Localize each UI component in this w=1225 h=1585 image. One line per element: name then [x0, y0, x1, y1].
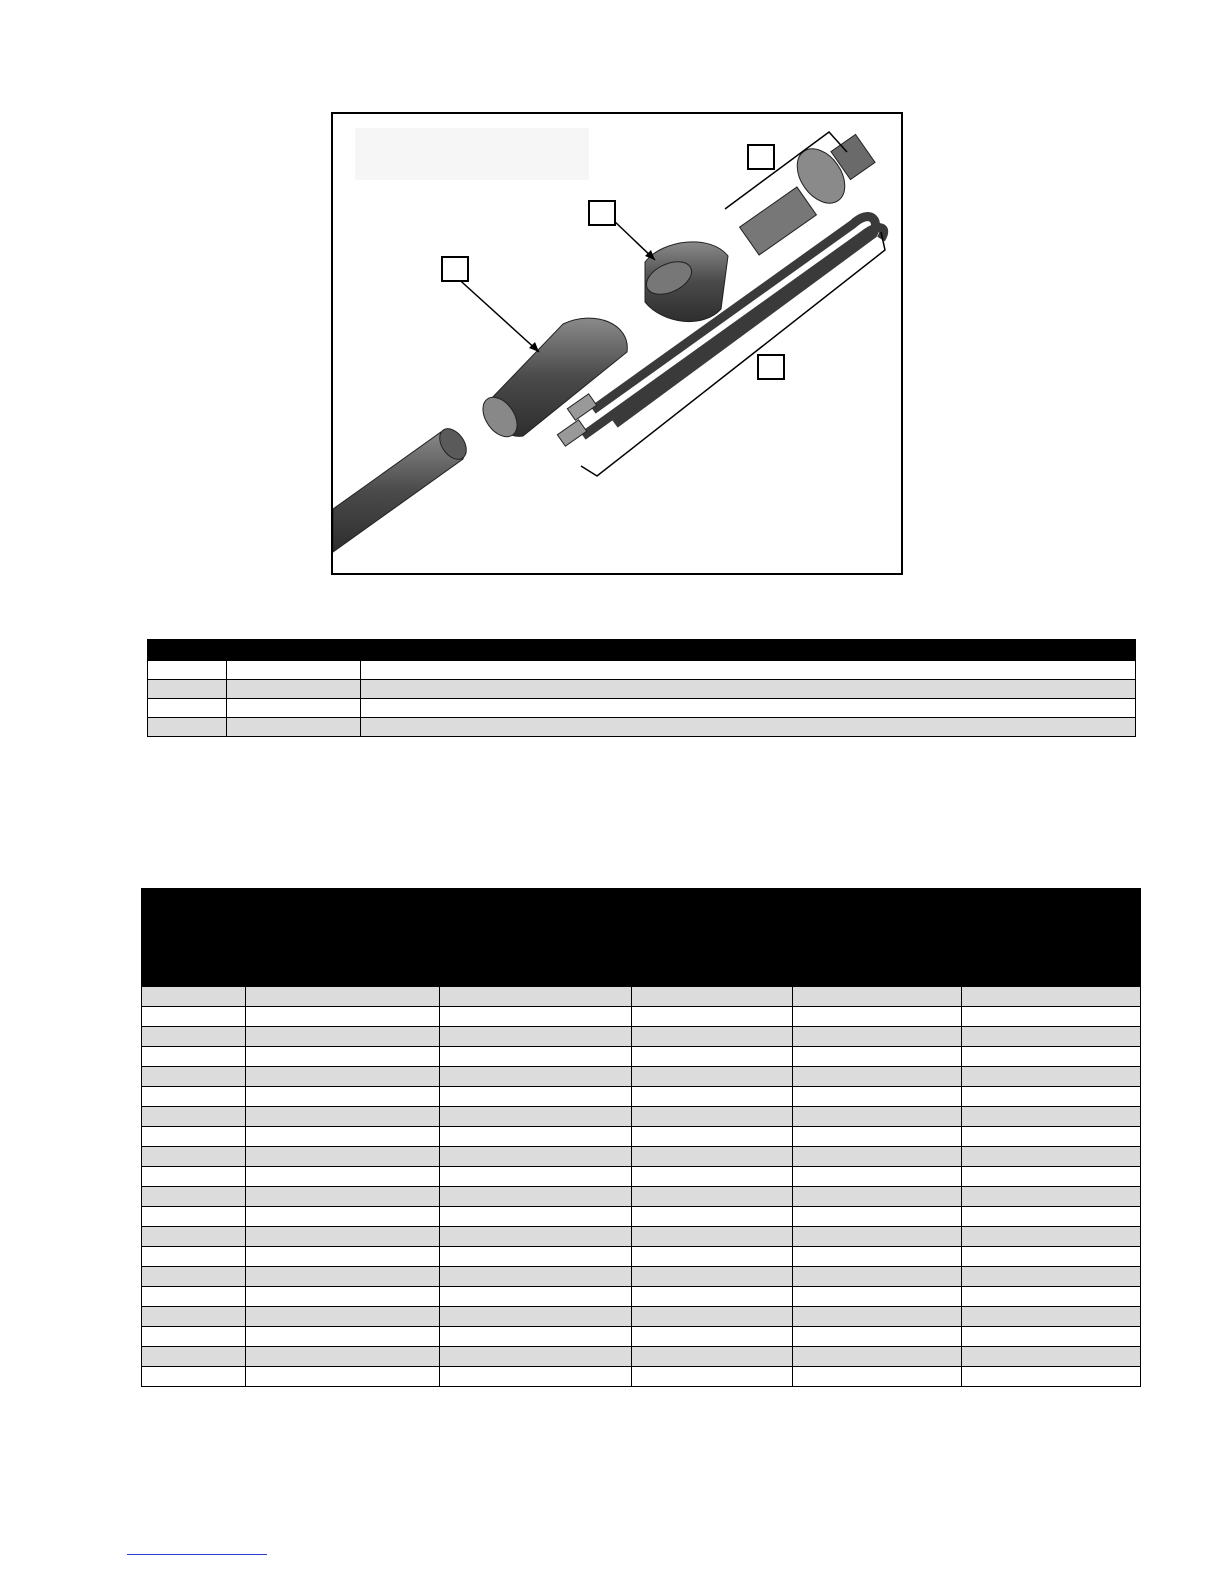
spec-table — [141, 888, 1141, 1387]
table-cell — [246, 1327, 440, 1347]
table-cell — [246, 1267, 440, 1287]
table-cell — [142, 1307, 246, 1327]
header-cell — [440, 889, 632, 987]
table-cell — [246, 1187, 440, 1207]
header-cell — [632, 889, 793, 987]
table-row — [142, 1187, 1141, 1207]
table-cell — [632, 1367, 793, 1387]
table-cell — [632, 1307, 793, 1327]
table-cell — [246, 1347, 440, 1367]
table-cell — [632, 1087, 793, 1107]
table-cell — [962, 987, 1141, 1007]
table-cell — [962, 1307, 1141, 1327]
parts-table-header — [148, 640, 1136, 661]
exploded-view-drawing — [333, 114, 901, 573]
table-row — [142, 1247, 1141, 1267]
table-cell — [793, 1347, 962, 1367]
table-cell — [440, 1147, 632, 1167]
table-cell — [962, 1167, 1141, 1187]
table-cell — [440, 1107, 632, 1127]
bracket-leads — [581, 232, 885, 476]
table-cell — [142, 1327, 246, 1347]
table-cell — [142, 1007, 246, 1027]
table-cell — [632, 1327, 793, 1347]
table-cell — [632, 1167, 793, 1187]
table-cell — [246, 1067, 440, 1087]
table-cell — [440, 1347, 632, 1367]
table-cell — [962, 1247, 1141, 1267]
table-cell — [440, 987, 632, 1007]
table-cell — [142, 1267, 246, 1287]
table-cell — [246, 1367, 440, 1387]
table-cell — [148, 718, 227, 737]
callout-collar — [588, 200, 616, 226]
table-cell — [962, 1347, 1141, 1367]
table-cell — [962, 1027, 1141, 1047]
table-cell — [793, 1287, 962, 1307]
table-cell — [793, 1187, 962, 1207]
table-row — [148, 680, 1136, 699]
table-cell — [793, 1247, 962, 1267]
table-cell — [440, 1127, 632, 1147]
table-cell — [142, 1187, 246, 1207]
table-cell — [440, 1287, 632, 1307]
table-row — [142, 1107, 1141, 1127]
table-cell — [962, 1007, 1141, 1027]
table-cell — [632, 1027, 793, 1047]
table-cell — [632, 1007, 793, 1027]
table-cell — [632, 1187, 793, 1207]
table-cell — [246, 1087, 440, 1107]
header-cell — [142, 889, 246, 987]
table-cell — [793, 1367, 962, 1387]
table-row — [142, 1347, 1141, 1367]
table-row — [142, 1027, 1141, 1047]
table-cell — [440, 1207, 632, 1227]
table-cell — [361, 699, 1136, 718]
table-cell — [440, 1247, 632, 1267]
table-cell — [142, 1207, 246, 1227]
table-cell — [142, 1027, 246, 1047]
table-cell — [142, 1367, 246, 1387]
table-cell — [440, 1187, 632, 1207]
table-cell — [246, 1047, 440, 1067]
table-cell — [793, 1067, 962, 1087]
header-cell — [227, 640, 361, 661]
table-cell — [793, 1107, 962, 1127]
exploded-view-figure — [331, 112, 903, 575]
table-cell — [440, 1307, 632, 1327]
table-cell — [142, 1047, 246, 1067]
table-cell — [142, 987, 246, 1007]
table-cell — [142, 1087, 246, 1107]
table-cell — [440, 1047, 632, 1067]
table-cell — [440, 1327, 632, 1347]
table-row — [142, 1287, 1141, 1307]
table-cell — [962, 1327, 1141, 1347]
table-cell — [148, 661, 227, 680]
table-cell — [227, 718, 361, 737]
table-cell — [962, 1087, 1141, 1107]
table-cell — [361, 661, 1136, 680]
table-cell — [142, 1247, 246, 1267]
table-cell — [142, 1147, 246, 1167]
table-cell — [246, 1227, 440, 1247]
table-cell — [632, 1247, 793, 1267]
table-cell — [246, 1127, 440, 1147]
table-row — [142, 1087, 1141, 1107]
table-row — [142, 1007, 1141, 1027]
table-row — [142, 1167, 1141, 1187]
table-cell — [632, 1107, 793, 1127]
table-cell — [962, 1207, 1141, 1227]
table-cell — [227, 680, 361, 699]
table-cell — [793, 1307, 962, 1327]
table-cell — [793, 1267, 962, 1287]
header-cell — [793, 889, 962, 987]
table-cell — [361, 718, 1136, 737]
table-cell — [440, 1267, 632, 1287]
table-cell — [440, 1167, 632, 1187]
table-cell — [793, 1007, 962, 1027]
table-row — [148, 699, 1136, 718]
table-cell — [632, 1127, 793, 1147]
lead-fitting-lower — [557, 420, 586, 446]
header-cell — [361, 640, 1136, 661]
connector-body — [740, 187, 817, 255]
header-cell — [962, 889, 1141, 987]
blank-label-area — [355, 128, 589, 180]
table-row — [148, 718, 1136, 737]
table-cell — [142, 1347, 246, 1367]
header-cell — [148, 640, 227, 661]
table-cell — [793, 1227, 962, 1247]
table-cell — [962, 1067, 1141, 1087]
table-cell — [632, 1347, 793, 1367]
table-cell — [246, 1247, 440, 1267]
table-cell — [962, 1147, 1141, 1167]
table-cell — [962, 1187, 1141, 1207]
table-cell — [793, 1207, 962, 1227]
table-cell — [440, 1367, 632, 1387]
table-cell — [440, 1087, 632, 1107]
table-row — [142, 1207, 1141, 1227]
table-cell — [148, 680, 227, 699]
table-row — [142, 1367, 1141, 1387]
table-cell — [962, 1287, 1141, 1307]
table-cell — [142, 1067, 246, 1087]
callout-leads — [757, 354, 785, 380]
leader-arrow-cone — [453, 274, 539, 352]
table-cell — [793, 1167, 962, 1187]
table-cell — [246, 1307, 440, 1327]
table-row — [142, 1047, 1141, 1067]
table-cell — [246, 1207, 440, 1227]
table-row — [142, 1067, 1141, 1087]
table-cell — [246, 1287, 440, 1307]
table-cell — [793, 987, 962, 1007]
table-cell — [440, 1007, 632, 1027]
table-cell — [962, 1107, 1141, 1127]
parts-list-table — [147, 639, 1136, 737]
table-cell — [246, 1167, 440, 1187]
footer-link-underline[interactable] — [127, 1554, 267, 1555]
table-cell — [246, 1007, 440, 1027]
lead-fitting-upper — [567, 394, 596, 420]
table-row — [148, 661, 1136, 680]
table-cell — [142, 1127, 246, 1147]
table-row — [142, 1147, 1141, 1167]
lead-upper — [593, 217, 876, 424]
table-cell — [962, 1127, 1141, 1147]
table-row — [142, 1227, 1141, 1247]
table-row — [142, 1267, 1141, 1287]
table-cell — [793, 1127, 962, 1147]
table-cell — [632, 1227, 793, 1247]
table-cell — [962, 1227, 1141, 1247]
table-cell — [246, 987, 440, 1007]
table-cell — [440, 1027, 632, 1047]
table-cell — [632, 1147, 793, 1167]
table-cell — [793, 1147, 962, 1167]
table-cell — [962, 1047, 1141, 1067]
callout-connector — [747, 144, 775, 170]
table-row — [142, 1327, 1141, 1347]
table-row — [142, 1307, 1141, 1327]
callout-cone — [441, 256, 469, 282]
spec-table-header — [142, 889, 1141, 987]
table-cell — [632, 1067, 793, 1087]
table-cell — [142, 1287, 246, 1307]
table-cell — [632, 987, 793, 1007]
table-cell — [793, 1327, 962, 1347]
table-cell — [962, 1367, 1141, 1387]
table-cell — [246, 1147, 440, 1167]
table-cell — [440, 1067, 632, 1087]
table-cell — [632, 1267, 793, 1287]
table-cell — [632, 1287, 793, 1307]
table-cell — [142, 1167, 246, 1187]
table-row — [142, 1127, 1141, 1147]
table-row — [142, 987, 1141, 1007]
header-cell — [246, 889, 440, 987]
table-cell — [793, 1047, 962, 1067]
table-cell — [632, 1207, 793, 1227]
table-cell — [632, 1047, 793, 1067]
table-cell — [361, 680, 1136, 699]
table-cell — [142, 1107, 246, 1127]
table-cell — [246, 1027, 440, 1047]
table-cell — [148, 699, 227, 718]
table-cell — [227, 699, 361, 718]
table-cell — [246, 1107, 440, 1127]
table-cell — [142, 1227, 246, 1247]
table-cell — [227, 661, 361, 680]
table-cell — [440, 1227, 632, 1247]
table-cell — [962, 1267, 1141, 1287]
table-cell — [793, 1027, 962, 1047]
table-cell — [793, 1087, 962, 1107]
